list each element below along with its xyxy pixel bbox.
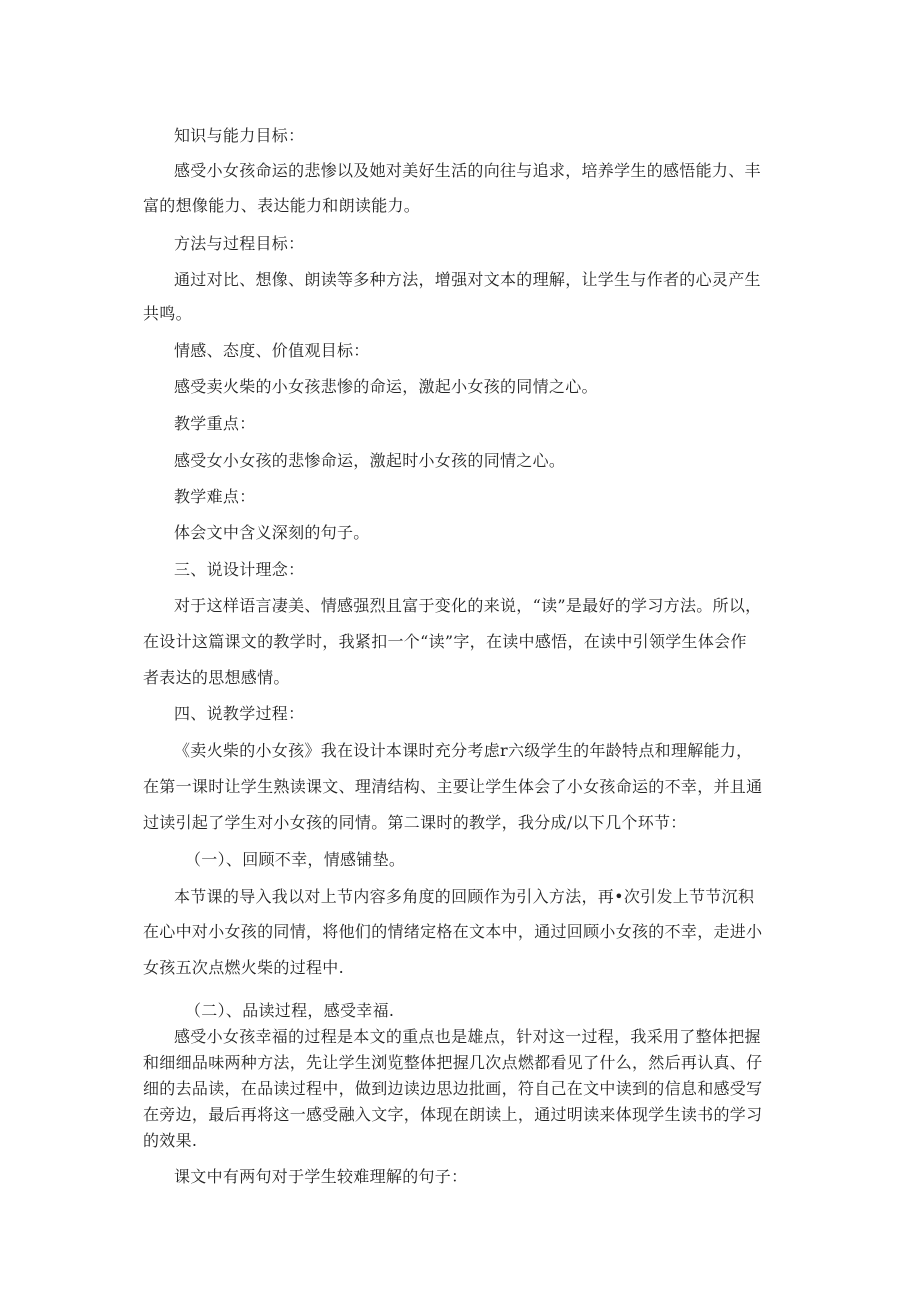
paragraph-line: 共鸣。 [143, 304, 192, 323]
paragraph-line: 感受女小女孩的悲惨命运，激起时小女孩的同情之心。 [174, 451, 566, 470]
paragraph-line: 课文中有两句对于学生较难理解的句子： [174, 1167, 468, 1186]
heading-teaching-process: 四、说教学过程： [174, 704, 305, 723]
paragraph-line: 《卖火柴的小女孩》我在设计本课时充分考虑r六级学生的年龄特点和理解能力， [174, 741, 753, 760]
heading-design-concept: 三、说设计理念： [174, 560, 305, 579]
paragraph-line: 感受小女孩幸福的过程是本文的重点也是雄点，针对这一过程，我采用了整体把握 [174, 1027, 761, 1046]
heading-section-two: （二）、品读过程，感受幸福. [185, 1001, 395, 1020]
paragraph-line: 富的想像能力、表达能力和朗读能力。 [143, 196, 421, 215]
heading-knowledge-goal: 知识与能力目标： [174, 126, 305, 145]
heading-difficult-point: 教学难点： [174, 487, 256, 506]
paragraph-line: 和细细品味两种方法，先让学生浏览整体把握几次点燃都看见了什么，然后再认真、仔 [143, 1053, 763, 1072]
paragraph-line: 者表达的思想感情。 [143, 668, 290, 687]
heading-emotion-goal: 情感、态度、价值观目标： [174, 341, 370, 360]
paragraph-line: 通过对比、想像、朗读等多种方法，增强对文本的理解，让学生与作者的心灵产生 [174, 270, 761, 289]
paragraph-line: 感受卖火柴的小女孩悲惨的命运，激起小女孩的同情之心。 [174, 377, 598, 396]
paragraph-line: 在心中对小女孩的同情，将他们的情绪定格在文本中，通过回顾小女孩的不幸，走进小 [143, 922, 763, 941]
paragraph-line: 细的去品读，在品读过程中，做到边读边思边批画，符自己在文中读到的信息和感受写 [143, 1079, 763, 1098]
paragraph-line: 的效果. [143, 1131, 198, 1150]
heading-section-one: （一）、回顾不幸，情感铺垫。 [185, 850, 406, 869]
heading-method-goal: 方法与过程目标： [174, 234, 305, 253]
paragraph-line: 在旁边，最后再将这一感受融入文字，体现在朗读上，通过明读来体现学生读书的学习 [143, 1105, 763, 1124]
paragraph-line: 感受小女孩命运的悲惨以及她对美好生活的向往与追求，培养学生的感悟能力、丰 [174, 161, 761, 180]
paragraph-line: 在第一课时让学生熟读课文、理清结构、主要让学生体会了小女孩命运的不幸，并且通 [143, 777, 763, 796]
paragraph-line: 女孩五次点燃火柴的过程中. [143, 958, 344, 977]
paragraph-line: 对于这样语言凄美、情感强烈且富于变化的来说，“读”是最好的学习方法。所以， [174, 596, 762, 615]
heading-key-point: 教学重点： [174, 414, 256, 433]
paragraph-line: 过读引起了学生对小女孩的同情。第二课时的教学，我分成/以下几个环节： [143, 813, 687, 832]
paragraph-line: 体会文中含义深刻的句子。 [174, 523, 370, 542]
paragraph-line: 本节课的导入我以对上节内容多角度的回顾作为引入方法，再•次引发上节节沉积 [174, 887, 755, 906]
paragraph-line: 在设计这篇课文的教学时，我紧扣一个“读”字，在读中感悟，在读中引领学生体会作 [143, 632, 747, 651]
